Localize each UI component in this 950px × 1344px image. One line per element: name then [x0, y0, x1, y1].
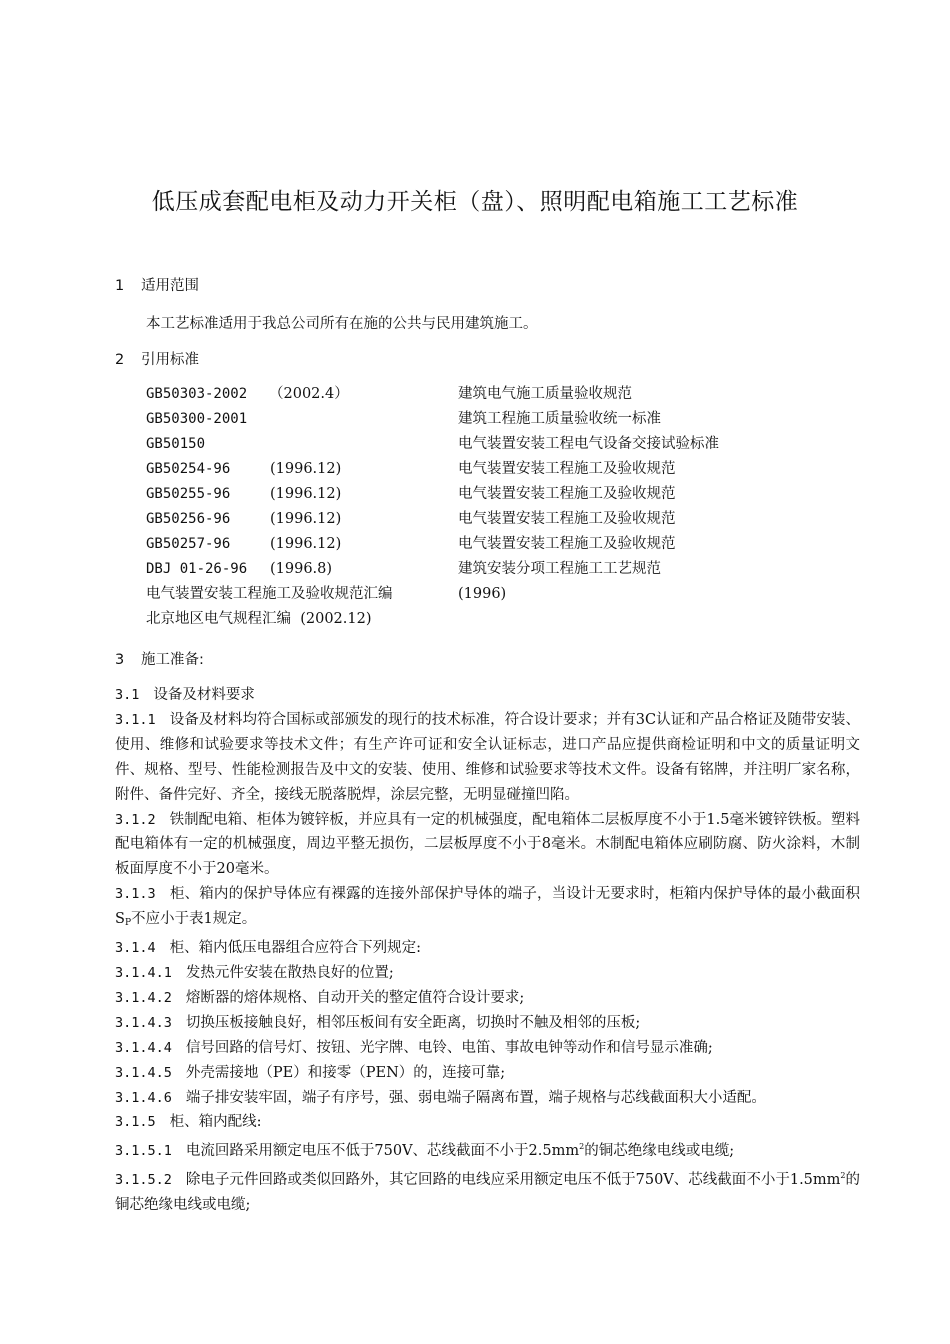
clause-number: 3.1.1 [115, 711, 156, 728]
reference-row [146, 510, 846, 535]
clause-3-1-4-3 [115, 1011, 860, 1036]
ref-compilation-beijing: 北京地区电气规程汇编 (2002.12) [146, 611, 372, 627]
reference-list [146, 385, 846, 635]
section-number: 2 [115, 352, 125, 368]
clause-text-cont: 不应小于表1规定。 [131, 911, 257, 928]
section-3-body [115, 683, 860, 1218]
reference-row [146, 460, 846, 485]
ref-compilation-name: 电气装置安装工程施工及验收规范汇编 [146, 586, 393, 602]
ref-code: GB50254-96 [146, 461, 231, 477]
clause-text: 柜、箱内的保护导体应有裸露的连接外部保护导体的端子，当设计无要求时，柜箱内保护导体的最小截面积S [115, 886, 860, 928]
clause-3-1-3 [115, 882, 860, 936]
reference-row [146, 535, 846, 560]
clause-text: 端子排安装牢固，端子有序号，强、弱电端子隔离布置，端子规格与芯线截面积大小适配。 [185, 1089, 766, 1106]
subscript: P [124, 918, 131, 929]
clause-3-1-4-4 [115, 1036, 860, 1061]
section-title: 施工准备: [141, 652, 204, 668]
ref-code: GB50300-2001 [146, 411, 248, 427]
clause-text: 设备及材料均符合国标或部颁发的现行的技术标准，符合设计要求；并有3C认证和产品合格证及随带安装、使用、维修和试验要求等技术文件；有生产许可证和安全认证标志，进口产品应提供商检证明和中文的质量证明文件、规格、型号、性能检测报告及中文的安装、使用、维修和试验要求等技术文件。设备有铭牌，并注明厂家名称，附件、备件完好、齐全，接线无脱落脱焊，涂层完整，无明显碰撞凹陷。 [115, 711, 860, 803]
section-3-heading [115, 648, 204, 669]
section-2-heading [115, 348, 199, 369]
ref-title: 电气装置安装工程施工及验收规范 [458, 536, 676, 552]
clause-number: 3.1.4.1 [115, 964, 172, 981]
clause-text: 电流回路采用额定电压不低于750V、芯线截面不小于2.5mm [185, 1143, 580, 1160]
clause-number: 3.1 [115, 687, 140, 703]
clause-number: 3.1.5.1 [115, 1143, 172, 1160]
ref-code: GB50150 [146, 436, 206, 452]
clause-3-1-4-5 [115, 1061, 860, 1086]
ref-code: DBJ 01-26-96 [146, 561, 248, 577]
superscript: 2 [579, 1142, 585, 1152]
reference-row [146, 585, 846, 610]
section-number: 1 [115, 278, 125, 294]
clause-text: 铁制配电箱、柜体为镀锌板，并应具有一定的机械强度，配电箱体二层板厚度不小于1.5毫米镀锌铁板。塑料配电箱体有一定的机械强度，周边平整无损伤，二层板厚度不小于8毫米。木制配电箱体应刷防腐、防火涂料，木制板面厚度不小于20毫米。 [115, 811, 860, 878]
reference-row [146, 485, 846, 510]
ref-title: 建筑电气施工质量验收规范 [458, 386, 632, 402]
clause-3-1-4-1 [115, 961, 860, 986]
ref-compilation-year: (1996) [458, 586, 507, 602]
clause-text: 外壳需接地（PE）和接零（PEN）的，连接可靠; [185, 1064, 506, 1081]
clause-3-1-5-2 [115, 1164, 860, 1218]
clause-3-1-1 [115, 708, 860, 808]
clause-text: 信号回路的信号灯、按钮、光字牌、电铃、电笛、事故电钟等动作和信号显示准确; [185, 1039, 713, 1056]
clause-text: 柜、箱内配线: [169, 1114, 262, 1131]
clause-number: 3.1.2 [115, 811, 156, 828]
ref-code: GB50256-96 [146, 511, 231, 527]
clause-text: 切换压板接触良好，相邻压板间有安全距离，切换时不触及相邻的压板; [185, 1014, 641, 1031]
ref-year: (1996.12) [270, 461, 342, 477]
clause-text-cont: 的铜芯绝缘电线或电缆; [584, 1143, 735, 1160]
ref-code: GB50257-96 [146, 536, 231, 552]
ref-code: GB50303-2002 [146, 386, 248, 402]
section-number: 3 [115, 652, 125, 668]
ref-title: 电气装置安装工程施工及验收规范 [458, 461, 676, 477]
clause-number: 3.1.4.6 [115, 1089, 172, 1106]
reference-row [146, 435, 846, 460]
reference-row [146, 610, 846, 635]
clause-number: 3.1.4 [115, 940, 156, 957]
section-1-text: 本工艺标准适用于我总公司所有在施的公共与民用建筑施工。 [146, 316, 538, 332]
clause-number: 3.1.3 [115, 886, 156, 903]
clause-3-1-5-1 [115, 1135, 860, 1164]
section-title: 适用范围 [141, 278, 199, 294]
ref-year: (1996.12) [270, 511, 342, 527]
ref-title: 电气装置安装工程电气设备交接试验标准 [458, 436, 719, 452]
clause-text: 设备及材料要求 [153, 687, 255, 703]
clause-number: 3.1.4.2 [115, 989, 172, 1006]
clause-number: 3.1.4.3 [115, 1014, 172, 1031]
clause-3-1-5 [115, 1110, 860, 1135]
reference-row [146, 385, 846, 410]
clause-text: 柜、箱内低压电器组合应符合下列规定: [169, 940, 422, 957]
superscript: 2 [840, 1171, 846, 1181]
ref-year: (1996.12) [270, 486, 342, 502]
ref-title: 电气装置安装工程施工及验收规范 [458, 486, 676, 502]
clause-number: 3.1.5 [115, 1114, 156, 1131]
clause-text-cont: 的铜芯绝缘电线或电缆; [115, 1172, 861, 1214]
document-title: 低压成套配电柜及动力开关柜（盘）、照明配电箱施工工艺标准 [151, 189, 799, 215]
ref-year: (1996.8) [270, 561, 333, 577]
clause-3-1-2 [115, 808, 860, 883]
clause-3-1 [115, 683, 860, 708]
ref-title: 电气装置安装工程施工及验收规范 [458, 511, 676, 527]
ref-code: GB50255-96 [146, 486, 231, 502]
clause-text: 发热元件安装在散热良好的位置; [185, 964, 394, 981]
clause-text: 熔断器的熔体规格、自动开关的整定值符合设计要求; [185, 989, 525, 1006]
section-title: 引用标准 [141, 352, 199, 368]
clause-text: 除电子元件回路或类似回路外，其它回路的电线应采用额定电压不低于750V、芯线截面不小于1.5mm [185, 1172, 841, 1189]
clause-number: 3.1.4.5 [115, 1064, 172, 1081]
reference-row [146, 410, 846, 435]
ref-year: （2002.4） [269, 386, 349, 402]
section-1-heading [115, 274, 199, 295]
clause-number: 3.1.4.4 [115, 1039, 172, 1056]
clause-3-1-4 [115, 936, 860, 961]
clause-3-1-4-2 [115, 986, 860, 1011]
clause-number: 3.1.5.2 [115, 1172, 172, 1189]
ref-title: 建筑工程施工质量验收统一标准 [458, 411, 661, 427]
ref-title: 建筑安装分项工程施工工艺规范 [458, 561, 661, 577]
ref-year: (1996.12) [270, 536, 342, 552]
clause-3-1-4-6 [115, 1086, 860, 1111]
reference-row [146, 560, 846, 585]
